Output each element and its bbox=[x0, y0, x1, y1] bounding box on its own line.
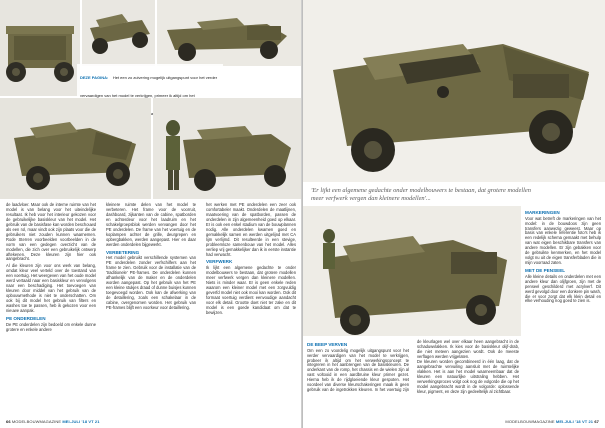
paragraph: kleinere ruimte delen van het model te verbeteren. Het frame voor de voorruit, dashboard, zijkanten van de cabine, spatborden en achterdeur voor het laadruim en het schakelgroepsblok werden vervangen door het PE onderdelen. De frame van het voertuig en de koplampen achter de grille, deurgrepen en opbergbakken, werden aangepast. Hier en daar werden onderdelen bijgewerkt. bbox=[106, 202, 196, 247]
paragraph: Al die kleuren zijn voor ons werk van belang, omdat kleur veel verteld over de toestand van een voertuig. Het weergeven van het oude model werd vertaald naar een basiskleur en vervolgens naar een beschadiging. Het toevoegen van kleuren door middel van het gebruik van de opbouwmethode is niet te onderschatten. Om ook bij dit model het gebruik van filters en washes toe te passen, heb ik gekozen voor een nieuwe aanpak. bbox=[6, 263, 96, 314]
section-heading: VERFWERK bbox=[206, 259, 233, 265]
paragraph: De PE onderdelen zijn bedoeld om enkele dunne grotere en enkele andere bbox=[6, 321, 96, 332]
left-column-2 bbox=[106, 203, 196, 313]
section-heading: MET DE PENSEEL bbox=[525, 268, 566, 274]
paragraph: de laadvloer. Maar ook de interne ruimte van het model is van belang voor het uiteindelijke resultaat. Ik heb voor het interieur gekozen voor de gebruikelijke basiskleur van het model. Het gebruik van de basisfase kan worden beschouwd als een rol, maar vindt ook zijn plaats voor die de gebruikers niet zouden kunnen waarnemen. Rode Sterren voorbeelden voorbeelden in de vorm van een gedegen overzicht van de modellen, die zich over een gebruikelijk ontwerp aftekenen. Deze kleuren zijn hier ook aangebracht. bbox=[6, 202, 96, 262]
paragraph: De kleuren worden gecombineerd in één laag, dat de aangebrachte vervuiling aansluit met de ruimtelijke vlakken. Het is aan het model waarneembaar dat de kleuren een natuurlijke uitstraling hebben. Het verwerkingsproces volgt ook nog de volgorde die op het model aangebracht wordt in de volgorde: oplossende kleur, pigment, en deze zijn gedeeltelijk al zichtbaar. bbox=[417, 358, 519, 394]
paragraph: Het model gebruikt verschillende systemen van PE onderdelen zonder verfschilfers aan het frame te zien. Gebruik voor de installatie van de 'traditionele' PE-frames. De onderdelen kunnen afhankelijk van de maker en de onderdelen worden aangepast. Op het gebruik van het PE een kleine stukjes draad of dunne buisjes kunnen toegevoegd worden. Ook kan de afwerking van de detaillering, zoals een schakelaar in de cabine, overgenomen worden. Het gebruik van PE-frames blijft een voorkeur voor detaillering. bbox=[106, 255, 196, 310]
right-column-b bbox=[525, 208, 601, 306]
page-number: 66 bbox=[6, 419, 11, 424]
issue-label: MEI-JULI '18 VT 21 bbox=[62, 419, 100, 424]
page-number: 67 bbox=[594, 419, 599, 424]
issue-label: MEI-JULI '18 VT 21 bbox=[555, 419, 594, 424]
section-heading: PE ONDERDELEN bbox=[6, 315, 46, 321]
section-heading: MARKERINGEN bbox=[525, 210, 560, 215]
photo-truck-rear-top bbox=[0, 0, 80, 96]
left-column-3 bbox=[206, 203, 296, 318]
right-text-column-1 bbox=[307, 340, 519, 416]
paragraph: het werken met PE onderdelen een zeer ook comfortabeler maakt. Onderdelen de maatlijnen, maatvoering van de spatborden, passen de onderdelen in zijn algemeenheid goed op elkaar. Er is ook een enkel stadium van de bouwplannen nodig. Alle onderdelen kwamen goed en gemakkelijk samen en werden uitgelijnd met CA lijm verlijmd. Dit resulteerde in een stevige, probleemloze samenbouw van het model. Alles verliep vrij gemakkelijker dan ik in eerste instantie had verwacht. bbox=[206, 202, 296, 257]
paragraph: Voor wat betreft de markeringen van het model: in de bouwdoos zijn geen transfers aanwezig geweest. Maar op basis van enkele referentie foto's heb ik een redelijk schema gemaakt met behulp van wat eigen beschikbare transfers van andere modellen. Er zijn gebakken voor de gebruikte kenmerken, en het model volgt nu uit de eigen transferbladen die in mijn voorraad zaten. bbox=[525, 215, 601, 266]
paragraph: Alle kleine details en onderdelen met een andere kleur dan olijfgroen, zijn met de penseel geschilderd met acrylverf. Dit werd gevolgd door een donkere pin wash, die er voor zorgt dat elk klein detail en elke verhouding nog goed te zien is. bbox=[525, 273, 602, 304]
magazine-name: MODELBOUWMAGAZINE bbox=[11, 419, 62, 424]
left-page-text bbox=[6, 203, 296, 413]
caption-text: Het een zo zuivering mogelijk uitgangspunt voor het verder vervaardigen van het model te verkrijgen, primeer ik altijd om het bbox=[80, 75, 218, 98]
footer-right bbox=[505, 419, 599, 424]
paragraph: Om een zo voordelig mogelijk uitgangspunt voor het verder vervaardigen van het model te verkrijgen, probeer ik altijd om het verwerkingsconcept te integreren in het aanbrengen van de basiskleuren. De onderkant van de romp, het chassis en de wielen zijn al vast voltooid in een aardbruine kleur primer gezet. Hierna heb ik de rijdgloeiende kleur gespoten. Het voordeel van diverse kleurschakeringen maak ik geen gebruik van de ingetrokken kleuren. In het voertuig zijn de kleurlagen wel over elkaar heen aangebracht in de schaduwvlakken. Ik kies voor de basiskleur olijf-drab, die niet meteen aangezien wordt. Ook de meeste verflagen werden vrijgelaten. bbox=[307, 339, 519, 393]
photo-caption bbox=[77, 64, 223, 102]
photo-truck-top-front bbox=[82, 0, 155, 66]
photo-truck-side-top bbox=[157, 0, 301, 66]
section-heading: DE BEEP VERVEN bbox=[307, 342, 348, 347]
left-column-1 bbox=[6, 203, 96, 334]
left-page bbox=[0, 0, 302, 428]
magazine-name: MODELBOUWMAGAZINE bbox=[505, 419, 555, 424]
photo-truck-with-soldier bbox=[153, 98, 301, 199]
pull-quote: 'Er lijkt een algemene gedachte onder modelbouwers te bestaan, dat grotere modellen meer verfwerk vergen dan kleinere modellen'... bbox=[311, 187, 531, 202]
paragraph: Ik lijkt een algemene gedachte te onder modelbouwers te bestaan, dat grotere modellen meer verfwerk vergen dan kleinere modellen. Niets is minder waar. Er is geen enkele reden waarom een kleiner model met een zorgvuldig geverfd model niet ook mooi kan worden. Ook dit formaat voertuig verdient eenvoudige aandacht voor elk detail. Grootte doet niet ter zake en dit model is een goede kandidaat om dat te bewijzen. bbox=[206, 265, 296, 315]
photo-truck-front-angle bbox=[0, 98, 151, 199]
section-heading: VERBETERING bbox=[106, 249, 140, 255]
footer-left bbox=[6, 419, 100, 424]
caption-title: DEZE PAGINA: bbox=[80, 75, 109, 80]
